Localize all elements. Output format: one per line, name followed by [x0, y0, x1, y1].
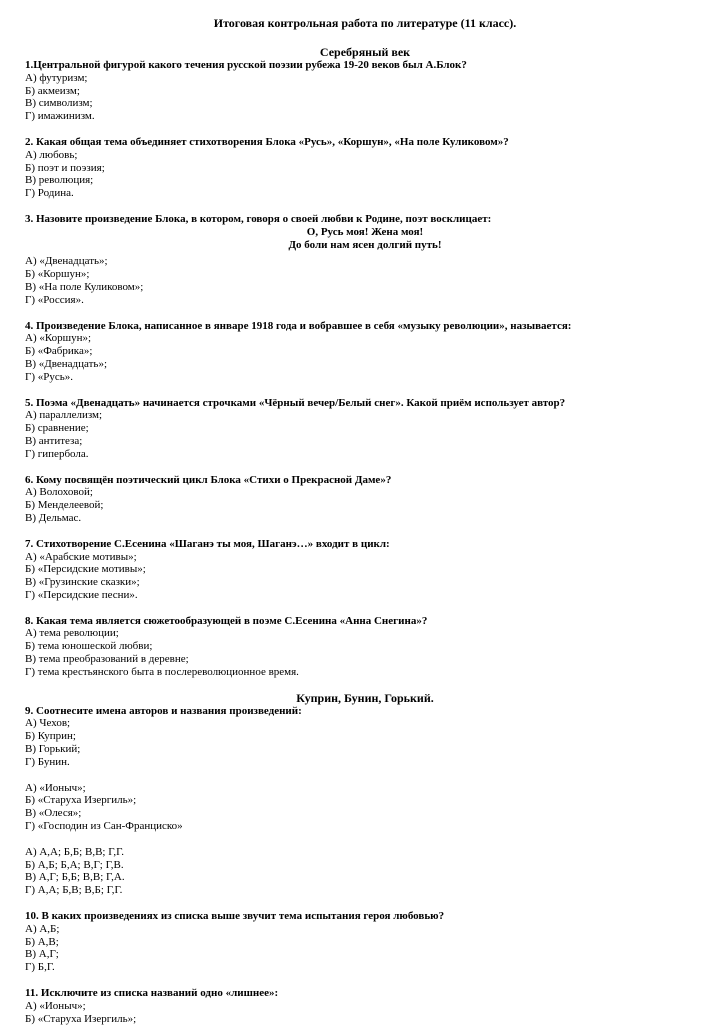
- option: Г) тема крестьянского быта в послереволюционное время.: [25, 665, 299, 678]
- option: Б) «Персидские мотивы»;: [25, 563, 146, 576]
- work-item: А) «Ионыч»;: [25, 781, 86, 794]
- option: Б) Менделеевой;: [25, 499, 104, 512]
- quote-line: О, Русь моя! Жена моя!: [306, 225, 424, 238]
- option: В) «Двенадцать»;: [25, 357, 107, 370]
- work-item: Г) «Господин из Сан-Франциско»: [25, 820, 183, 833]
- option: В) Дельмас.: [25, 511, 82, 524]
- option: Г) Родина.: [25, 187, 74, 200]
- question-8: 8. Какая тема является сюжетообразующей в поэме С.Есенина «Анна Снегина»?: [25, 614, 428, 627]
- question-4: 4. Произведение Блока, написанное в январе 1918 года и вобравшее в себя «музыку революции», называется:: [25, 319, 572, 332]
- question-10: 10. В каких произведениях из списка выше звучит тема испытания героя любовью?: [25, 910, 445, 923]
- question-3: 3. Назовите произведение Блока, в котором, говоря о своей любви к Родине, поэт восклицает:: [25, 212, 492, 225]
- option: Б) тема юношеской любви;: [25, 640, 153, 653]
- author-item: Б) Куприн;: [25, 730, 76, 743]
- option: В) «На поле Куликовом»;: [25, 280, 144, 293]
- section-title-kuprin-bunin-gorky: Куприн, Бунин, Горький.: [296, 690, 434, 705]
- option: Г) «Персидские песни».: [25, 588, 138, 601]
- question-9: 9. Соотнесите имена авторов и названия произведений:: [25, 704, 302, 717]
- section-title-silver-age: Серебряный век: [319, 45, 411, 59]
- option: Б) «Коршун»;: [25, 268, 90, 281]
- option: А) «Ионыч»;: [25, 999, 86, 1012]
- option: А) А,А; Б,Б; В,В; Г,Г.: [25, 845, 124, 858]
- question-1: 1.Центральной фигурой какого течения русской поэзии рубежа 19-20 веков был А.Блок?: [25, 59, 467, 71]
- document-page: [25, 14, 705, 1025]
- question-5: 5. Поэма «Двенадцать» начинается строчками «Чёрный вечер/Белый снег». Какой приём использует автор?: [25, 396, 566, 409]
- option: А) любовь;: [25, 148, 78, 161]
- option: Б) акмеизм;: [25, 84, 80, 97]
- option: А) «Коршун»;: [25, 332, 92, 345]
- author-item: Г) Бунин.: [25, 755, 70, 768]
- option: Б) «Старуха Изергиль»;: [25, 1012, 137, 1025]
- option: В) тема преобразований в деревне;: [25, 653, 189, 666]
- work-item: Б) «Старуха Изергиль»;: [25, 794, 137, 807]
- option: В) А,Г;: [25, 948, 59, 961]
- option: Б) «Фабрика»;: [25, 345, 93, 358]
- option: Г) «Русь».: [25, 370, 74, 383]
- option: А) тема революции;: [25, 627, 119, 640]
- option: Г) гипербола.: [25, 447, 89, 460]
- option: Г) А,А; Б,В; В,Б; Г,Г.: [25, 884, 123, 897]
- option: А) футуризм;: [25, 71, 88, 84]
- option: В) символизм;: [25, 97, 93, 110]
- question-6: 6. Кому посвящён поэтический цикл Блока «Стихи о Прекрасной Даме»?: [25, 473, 392, 486]
- option: В) А,Г; Б,Б; В,В; Г,А.: [25, 871, 125, 884]
- work-item: В) «Олеся»;: [25, 807, 82, 820]
- option: Б) А,Б; Б,А; В,Г; Г,В.: [25, 858, 124, 871]
- option: Г) Б,Г.: [25, 961, 55, 974]
- author-item: В) Горький;: [25, 743, 81, 756]
- document-title: Итоговая контрольная работа по литературе (11 класс).: [213, 16, 517, 30]
- quote-line: До боли нам ясен долгий путь!: [288, 238, 442, 251]
- author-item: А) Чехов;: [25, 717, 71, 730]
- question-2: 2. Какая общая тема объединяет стихотворения Блока «Русь», «Коршун», «На поле Куликовом»?: [25, 135, 509, 148]
- option: В) революция;: [25, 174, 94, 187]
- question-11: 11. Исключите из списка названий одно «лишнее»:: [25, 987, 279, 1000]
- question-7: 7. Стихотворение С.Есенина «Шаганэ ты моя, Шаганэ…» входит в цикл:: [25, 537, 390, 550]
- option: А) «Арабские мотивы»;: [25, 550, 137, 563]
- option: А) «Двенадцать»;: [25, 255, 108, 268]
- option: В) антитеза;: [25, 434, 83, 447]
- option: Б) поэт и поэзия;: [25, 161, 105, 174]
- option: А) параллелизм;: [25, 409, 103, 422]
- option: Б) А,В;: [25, 935, 59, 948]
- option: Б) сравнение;: [25, 422, 89, 435]
- option: А) А,Б;: [25, 922, 60, 935]
- option: Г) имажинизм.: [25, 110, 95, 123]
- option: А) Волоховой;: [25, 486, 93, 499]
- option: Г) «Россия».: [25, 293, 84, 306]
- option: В) «Грузинские сказки»;: [25, 576, 140, 589]
